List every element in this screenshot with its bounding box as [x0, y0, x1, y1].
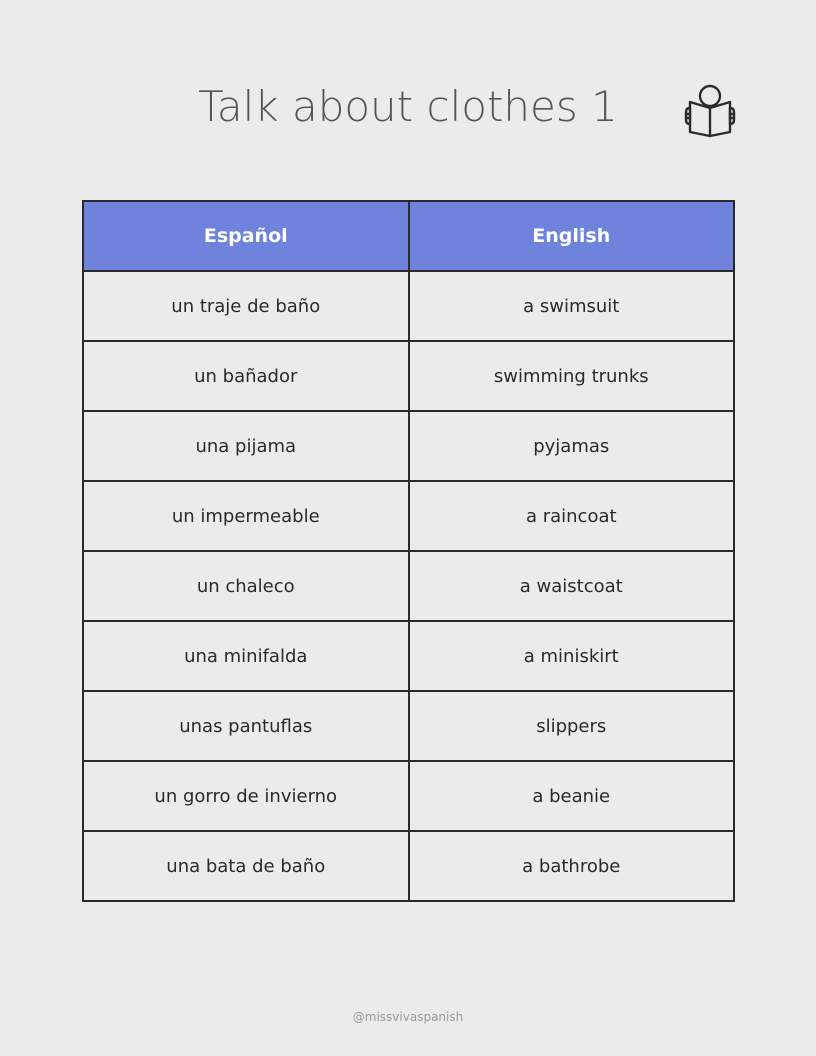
- footer-credit: @missvivaspanish: [352, 1010, 464, 1024]
- spanish-cell: una minifalda: [83, 621, 409, 691]
- spanish-cell: una bata de baño: [83, 831, 409, 901]
- table-header-row: [83, 201, 734, 271]
- table-row: [83, 621, 734, 691]
- column-header-spanish: Español: [83, 201, 409, 271]
- english-cell: swimming trunks: [409, 341, 735, 411]
- spanish-cell: un chaleco: [83, 551, 409, 621]
- spanish-cell: una pijama: [83, 411, 409, 481]
- english-cell: a beanie: [409, 761, 735, 831]
- spanish-cell: unas pantuflas: [83, 691, 409, 761]
- book-reader-icon: [682, 84, 738, 138]
- table-row: [83, 341, 734, 411]
- vocabulary-table: [82, 200, 735, 902]
- english-cell: a miniskirt: [409, 621, 735, 691]
- table-row: [83, 481, 734, 551]
- spanish-cell: un impermeable: [83, 481, 409, 551]
- english-cell: a swimsuit: [409, 271, 735, 341]
- english-cell: a waistcoat: [409, 551, 735, 621]
- spanish-cell: un gorro de invierno: [83, 761, 409, 831]
- table-row: [83, 411, 734, 481]
- english-cell: slippers: [409, 691, 735, 761]
- spanish-cell: un traje de baño: [83, 271, 409, 341]
- table-row: [83, 551, 734, 621]
- spanish-cell: un bañador: [83, 341, 409, 411]
- table-row: [83, 691, 734, 761]
- page-title: Talk about clothes 1: [198, 82, 618, 131]
- column-header-english: English: [409, 201, 735, 271]
- english-cell: a raincoat: [409, 481, 735, 551]
- table-row: [83, 271, 734, 341]
- english-cell: pyjamas: [409, 411, 735, 481]
- english-cell: a bathrobe: [409, 831, 735, 901]
- table-row: [83, 761, 734, 831]
- table-row: [83, 831, 734, 901]
